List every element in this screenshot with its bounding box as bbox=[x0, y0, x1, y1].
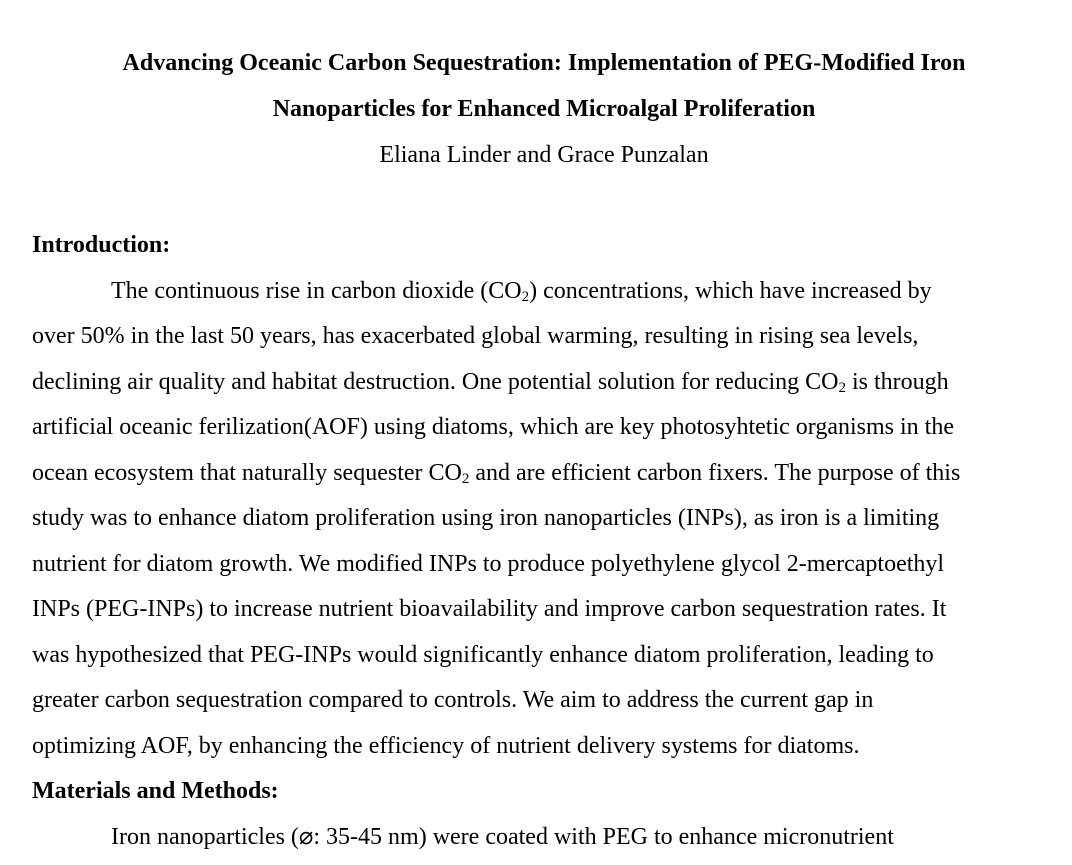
title-line-1: Advancing Oceanic Carbon Sequestration: Implementation of PEG-Modified Iron bbox=[122, 50, 966, 76]
intro-line-1 bbox=[32, 269, 1056, 315]
intro-line-3 bbox=[32, 360, 1056, 406]
subscript: 2 bbox=[521, 288, 530, 305]
subscript: 2 bbox=[838, 379, 846, 396]
intro-text: and are efficient carbon fixers. The purpose of this bbox=[469, 459, 961, 486]
introduction-heading: Introduction: bbox=[32, 232, 171, 258]
intro-line-5 bbox=[32, 451, 1056, 497]
document-page bbox=[32, 40, 1056, 860]
intro-line-11: optimizing AOF, by enhancing the efficiency of nutrient delivery systems for diatoms. bbox=[32, 732, 860, 759]
intro-text: is through bbox=[845, 368, 949, 395]
intro-text: The continuous rise in carbon dioxide (CO bbox=[111, 277, 522, 304]
methods-paragraph bbox=[32, 815, 1056, 861]
intro-line-6: study was to enhance diatom proliferation using iron nanoparticles (INPs), as iron is a limiting bbox=[32, 505, 940, 531]
intro-text: declining air quality and habitat destruction. One potential solution for reducing CO bbox=[32, 368, 839, 395]
methods-line-1: Iron nanoparticles (⌀: 35-45 nm) were coated with PEG to enhance micronutrient bbox=[111, 823, 894, 850]
section-spacer bbox=[32, 178, 1056, 223]
intro-line-7: nutrient for diatom growth. We modified INPs to produce polyethylene glycol 2-mercaptoethyl bbox=[32, 550, 945, 577]
intro-text: ) concentrations, which have increased by bbox=[529, 277, 932, 304]
introduction-paragraph bbox=[32, 269, 1056, 770]
intro-line-9: was hypothesized that PEG-INPs would significantly enhance diatom proliferation, leading to bbox=[32, 641, 934, 668]
intro-line-2: over 50% in the last 50 years, has exacerbated global warming, resulting in rising sea levels, bbox=[32, 323, 919, 349]
paper-title bbox=[32, 40, 1056, 132]
intro-line-8: INPs (PEG-INPs) to increase nutrient bioavailability and improve carbon sequestration rates. It bbox=[32, 596, 947, 622]
intro-line-4: artificial oceanic ferilization(AOF) using diatoms, which are key photosyhtetic organisms in the bbox=[32, 414, 954, 440]
author-list: Eliana Linder and Grace Punzalan bbox=[379, 142, 709, 168]
subscript: 2 bbox=[461, 470, 470, 487]
title-line-2: Nanoparticles for Enhanced Microalgal Proliferation bbox=[272, 96, 816, 122]
methods-heading: Materials and Methods: bbox=[32, 778, 279, 804]
intro-line-10: greater carbon sequestration compared to controls. We aim to address the current gap in bbox=[32, 687, 874, 713]
intro-text: ocean ecosystem that naturally sequester CO bbox=[32, 459, 462, 486]
